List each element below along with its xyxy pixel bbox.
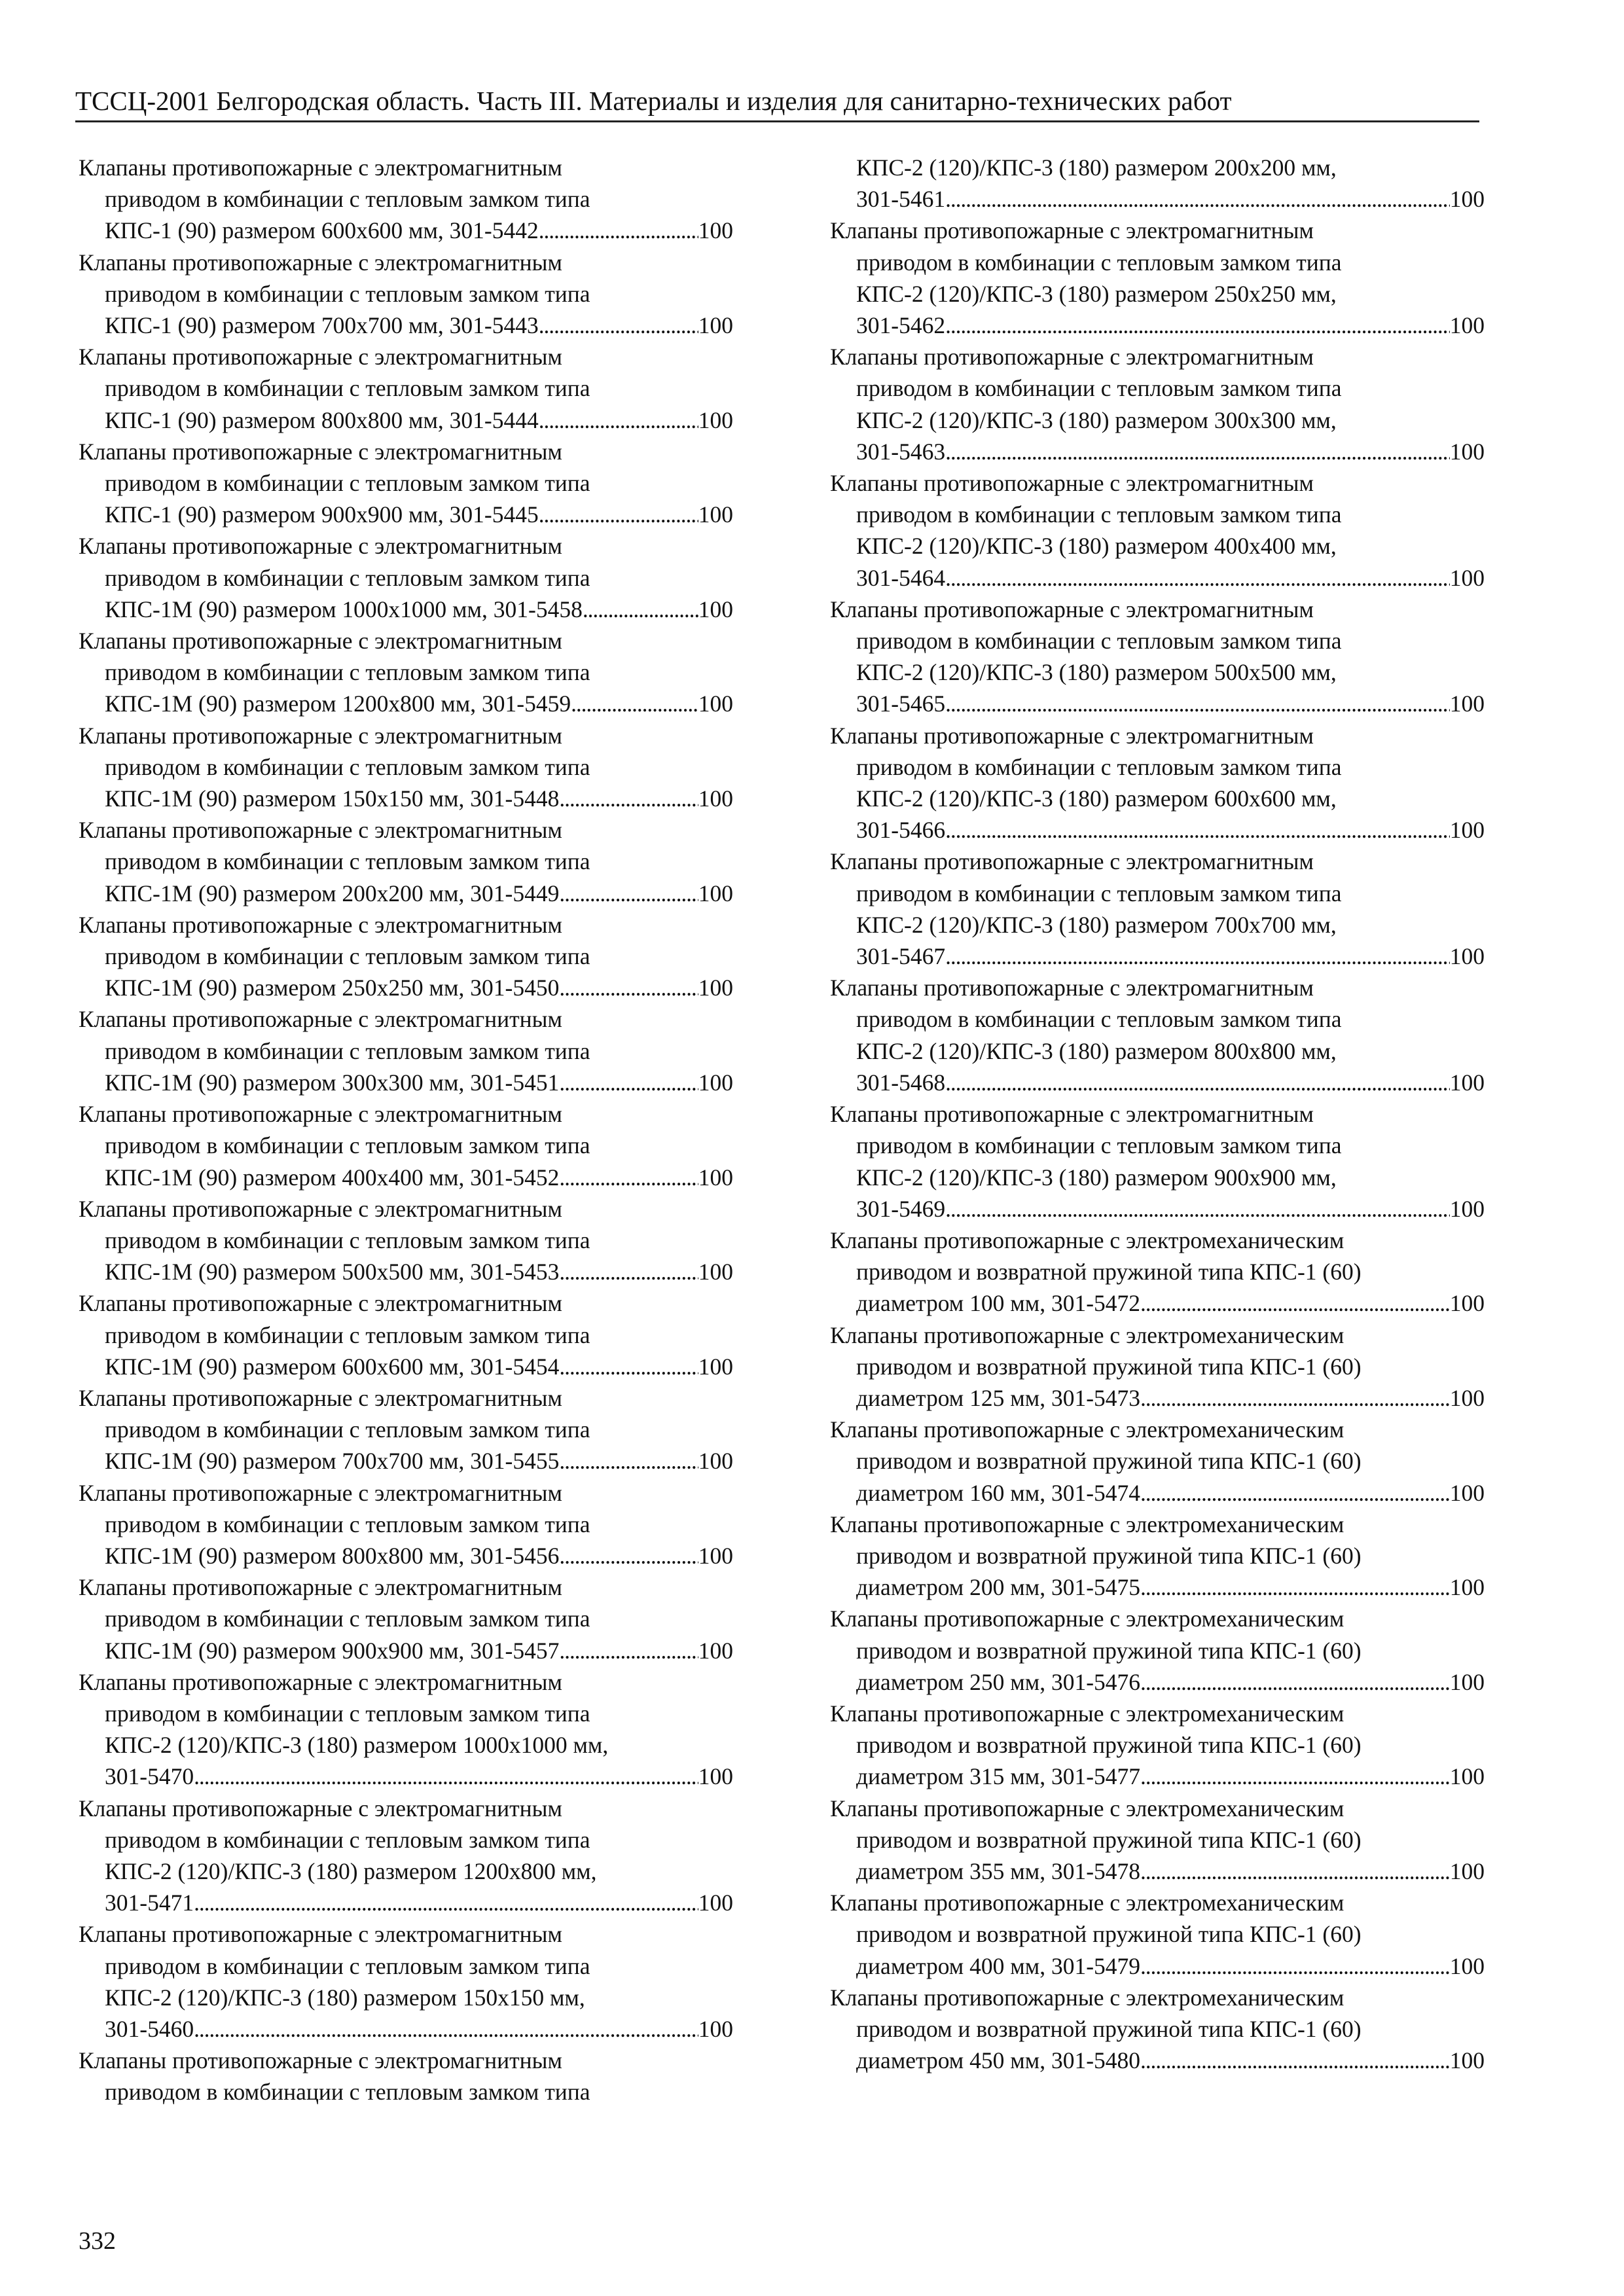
entry-page-ref: 100 <box>1449 438 1485 465</box>
entry-line: Клапаны противопожарные с электромагнитным <box>79 1006 562 1033</box>
entry-line: Клапаны противопожарные с электромеханическим <box>830 1227 1344 1253</box>
entry-line: приводом в комбинации с тепловым замком типа <box>105 1037 590 1064</box>
entry-code: КПС-1М (90) размером 300х300 мм, 301-5451 <box>105 1069 560 1096</box>
dot-leader <box>1140 1856 1450 1887</box>
entry-line: Клапаны противопожарные с электромагнитным <box>79 1574 562 1601</box>
index-entry <box>830 972 1485 1098</box>
index-entry <box>79 814 733 909</box>
entry-line: КПС-2 (120)/КПС-3 (180) размером 600х600 мм, <box>856 785 1337 812</box>
entry-line: приводом в комбинации с тепловым замком типа <box>105 1952 590 1979</box>
index-entry <box>79 625 733 720</box>
entry-page-ref: 100 <box>1449 1290 1485 1317</box>
entry-line: приводом в комбинации с тепловым замком типа <box>105 943 590 970</box>
entry-page-ref: 100 <box>698 1637 733 1664</box>
entry-line: приводом в комбинации с тепловым замком типа <box>856 753 1342 780</box>
entry-code: КПС-1М (90) размером 600х600 мм, 301-5454 <box>105 1353 560 1380</box>
entry-line: Клапаны противопожарные с электромагнитным <box>79 533 562 560</box>
index-entry <box>830 1414 1485 1509</box>
entry-line: приводом в комбинации с тепловым замком типа <box>105 1132 590 1159</box>
entry-page-ref: 100 <box>698 2015 733 2042</box>
entry-code: КПС-1М (90) размером 500х500 мм, 301-5453 <box>105 1259 560 1285</box>
entry-line: Клапаны противопожарные с электромагнитным <box>79 628 562 655</box>
entry-last-line <box>830 1067 1485 1098</box>
entry-line: приводом и возвратной пружиной типа КПС-1 (60) <box>856 1259 1362 1285</box>
dot-leader <box>571 688 698 719</box>
dot-leader <box>559 972 698 1003</box>
entry-last-line <box>830 1382 1485 1414</box>
entry-page-ref: 100 <box>1449 312 1485 339</box>
entry-line: Клапаны противопожарные с электромагнитным <box>830 1101 1314 1128</box>
dot-leader <box>1140 1571 1450 1603</box>
entry-line: Клапаны противопожарные с электромагнитным <box>830 722 1314 749</box>
entry-last-line <box>79 2013 733 2045</box>
entry-line: Клапаны противопожарные с электромеханическим <box>830 1795 1344 1821</box>
dot-leader <box>583 594 698 625</box>
entry-code: 301-5461 <box>856 186 946 213</box>
entry-line: приводом в комбинации с тепловым замком типа <box>856 628 1342 655</box>
dot-leader <box>194 1887 698 1918</box>
index-entry <box>830 1225 1485 1319</box>
entry-code: КПС-1М (90) размером 700х700 мм, 301-5455 <box>105 1448 560 1475</box>
entry-line: приводом и возвратной пружиной типа КПС-1 (60) <box>856 1353 1362 1380</box>
entry-last-line <box>830 1193 1485 1225</box>
entry-line: приводом в комбинации с тепловым замком типа <box>856 249 1342 276</box>
entry-line: КПС-2 (120)/КПС-3 (180) размером 1200х800 мм, <box>105 1857 597 1884</box>
dot-leader <box>1140 2045 1450 2076</box>
entry-line: Клапаны противопожарные с электромагнитным <box>79 1290 562 1317</box>
entry-code: КПС-1 (90) размером 600х600 мм, 301-5442 <box>105 217 539 244</box>
index-entry <box>79 720 733 815</box>
entry-line: Клапаны противопожарные с электромагнитным <box>79 911 562 938</box>
entry-line: КПС-2 (120)/КПС-3 (180) размером 800х800 мм, <box>856 1037 1337 1064</box>
dot-leader <box>945 436 1450 467</box>
entry-line: КПС-2 (120)/КПС-3 (180) размером 400х400 мм, <box>856 533 1337 560</box>
dot-leader <box>559 1540 698 1571</box>
dot-leader <box>1140 1287 1450 1319</box>
entry-code: диаметром 355 мм, 301-5478 <box>856 1857 1141 1884</box>
entry-line: Клапаны противопожарные с электромагнитным <box>79 817 562 844</box>
index-entry <box>79 530 733 625</box>
entry-code: 301-5463 <box>856 438 946 465</box>
entry-line: приводом в комбинации с тепловым замком типа <box>105 753 590 780</box>
entry-code: 301-5466 <box>856 817 946 844</box>
entry-line: КПС-2 (120)/КПС-3 (180) размером 200х200 мм, <box>856 154 1337 181</box>
index-entry <box>79 341 733 436</box>
entry-line: приводом и возвратной пружиной типа КПС-1 (60) <box>856 1637 1362 1664</box>
entry-last-line <box>830 1287 1485 1319</box>
entry-last-line <box>79 878 733 909</box>
index-entry <box>79 1666 733 1793</box>
index-entry <box>79 909 733 1004</box>
entry-last-line <box>830 436 1485 467</box>
entry-page-ref: 100 <box>698 501 733 528</box>
dot-leader <box>539 310 698 341</box>
dot-leader <box>945 1067 1450 1098</box>
entry-line: Клапаны противопожарные с электромагнитным <box>79 1479 562 1506</box>
entry-last-line <box>79 1887 733 1918</box>
entry-line: приводом в комбинации с тепловым замком типа <box>105 2079 590 2106</box>
entry-code: 301-5460 <box>105 2015 194 2042</box>
entry-code: диаметром 315 мм, 301-5477 <box>856 1763 1141 1790</box>
index-entry <box>79 2045 733 2108</box>
entry-last-line <box>79 499 733 530</box>
entry-line: Клапаны противопожарные с электромагнитным <box>79 344 562 370</box>
dot-leader <box>945 814 1450 846</box>
entry-last-line <box>79 1445 733 1477</box>
entry-page-ref: 100 <box>698 1890 733 1916</box>
dot-leader <box>559 1256 698 1287</box>
entry-last-line <box>79 783 733 814</box>
entry-code: 301-5469 <box>856 1195 946 1222</box>
entry-line: Клапаны противопожарные с электромагнитным <box>830 470 1314 497</box>
dot-leader <box>945 1193 1450 1225</box>
entry-last-line <box>830 941 1485 972</box>
dot-leader <box>945 562 1450 594</box>
dot-leader <box>945 183 1450 215</box>
entry-line: Клапаны противопожарные с электромагнитным <box>830 217 1314 244</box>
entry-page-ref: 100 <box>1449 1069 1485 1096</box>
entry-page-ref: 100 <box>698 1448 733 1475</box>
entry-page-ref: 100 <box>1449 1479 1485 1506</box>
entry-page-ref: 100 <box>1449 1857 1485 1884</box>
index-entry <box>830 1698 1485 1793</box>
entry-code: диаметром 200 мм, 301-5475 <box>856 1574 1141 1601</box>
entry-page-ref: 100 <box>1449 943 1485 970</box>
index-entry <box>79 436 733 531</box>
dot-leader <box>559 1067 698 1098</box>
entry-last-line <box>830 562 1485 594</box>
index-entry <box>830 846 1485 972</box>
entry-code: диаметром 450 мм, 301-5480 <box>856 2047 1141 2074</box>
entry-code: 301-5465 <box>856 691 946 717</box>
entry-line: приводом в комбинации с тепловым замком типа <box>856 1132 1342 1159</box>
entry-code: КПС-1М (90) размером 1200х800 мм, 301-5459 <box>105 691 571 717</box>
index-entry <box>79 1382 733 1477</box>
entry-page-ref: 100 <box>1449 691 1485 717</box>
index-entry <box>830 1982 1485 2077</box>
entry-line: Клапаны противопожарные с электромагнитным <box>830 344 1314 370</box>
entry-last-line <box>79 594 733 625</box>
entry-line: приводом и возвратной пружиной типа КПС-1 (60) <box>856 1732 1362 1759</box>
entry-line: приводом в комбинации с тепловым замком типа <box>856 880 1342 906</box>
entry-line: Клапаны противопожарные с электромагнитным <box>79 2047 562 2074</box>
entry-line: приводом в комбинации с тепловым замком типа <box>105 1321 590 1348</box>
entry-code: диаметром 125 мм, 301-5473 <box>856 1384 1141 1411</box>
entry-page-ref: 100 <box>698 1069 733 1096</box>
index-entry <box>830 341 1485 467</box>
entry-line: КПС-2 (120)/КПС-3 (180) размером 1000х1000 мм, <box>105 1732 609 1759</box>
entry-line: КПС-2 (120)/КПС-3 (180) размером 500х500 мм, <box>856 659 1337 686</box>
entry-line: приводом в комбинации с тепловым замком типа <box>105 470 590 497</box>
entry-line: Клапаны противопожарные с электромеханическим <box>830 1321 1344 1348</box>
index-entry <box>830 720 1485 846</box>
entry-line: Клапаны противопожарные с электромеханическим <box>830 1890 1344 1916</box>
dot-leader <box>559 1445 698 1477</box>
entry-last-line <box>830 1761 1485 1792</box>
entry-page-ref: 100 <box>1449 1952 1485 1979</box>
index-entry <box>830 1603 1485 1698</box>
entry-line: Клапаны противопожарные с электромагнитным <box>79 249 562 276</box>
index-entry <box>830 1793 1485 1888</box>
entry-line: КПС-2 (120)/КПС-3 (180) размером 700х700 мм, <box>856 911 1337 938</box>
entry-line: приводом в комбинации с тепловым замком типа <box>105 375 590 402</box>
entry-code: КПС-1М (90) размером 150х150 мм, 301-5448 <box>105 785 560 812</box>
index-entry <box>79 1477 733 1572</box>
entry-line: приводом в комбинации с тепловым замком типа <box>105 848 590 875</box>
dot-leader <box>559 1162 698 1193</box>
entry-line: приводом в комбинации с тепловым замком типа <box>105 659 590 686</box>
entry-last-line <box>830 310 1485 341</box>
entry-last-line <box>79 1540 733 1571</box>
entry-last-line <box>79 1256 733 1287</box>
dot-leader <box>1140 1950 1450 1982</box>
index-entry <box>830 467 1485 594</box>
dot-leader <box>539 499 698 530</box>
entry-line: приводом и возвратной пружиной типа КПС-1 (60) <box>856 2015 1362 2042</box>
entry-line: Клапаны противопожарные с электромеханическим <box>830 1700 1344 1727</box>
entry-last-line <box>79 310 733 341</box>
entry-line: КПС-2 (120)/КПС-3 (180) размером 250х250 мм, <box>856 280 1337 307</box>
entry-line: приводом и возвратной пружиной типа КПС-1 (60) <box>856 1921 1362 1948</box>
entry-code: 301-5462 <box>856 312 946 339</box>
entry-last-line <box>79 1351 733 1382</box>
entry-line: приводом в комбинации с тепловым замком типа <box>856 1006 1342 1033</box>
entry-last-line <box>79 1162 733 1193</box>
entry-line: Клапаны противопожарные с электромагнитным <box>79 1101 562 1128</box>
index-entry <box>830 594 1485 720</box>
entry-line: приводом и возвратной пружиной типа КПС-1 (60) <box>856 1826 1362 1853</box>
entry-last-line <box>830 1950 1485 1982</box>
entry-last-line <box>830 814 1485 846</box>
dot-leader <box>194 1761 698 1792</box>
entry-page-ref: 100 <box>698 1542 733 1569</box>
entry-code: диаметром 160 мм, 301-5474 <box>856 1479 1141 1506</box>
entry-line: Клапаны противопожарные с электромеханическим <box>830 1605 1344 1632</box>
entry-page-ref: 100 <box>698 217 733 244</box>
entry-last-line <box>79 1761 733 1792</box>
index-entry <box>79 1571 733 1666</box>
entry-code: КПС-1М (90) размером 1000х1000 мм, 301-5458 <box>105 596 583 622</box>
entry-page-ref: 100 <box>698 975 733 1001</box>
entry-page-ref: 100 <box>1449 564 1485 591</box>
dot-leader <box>1140 1761 1450 1792</box>
entry-code: 301-5467 <box>856 943 946 970</box>
entry-line: Клапаны противопожарные с электромеханическим <box>830 1984 1344 2011</box>
entry-line: приводом и возвратной пружиной типа КПС-1 (60) <box>856 1448 1362 1475</box>
entry-code: диаметром 400 мм, 301-5479 <box>856 1952 1141 1979</box>
entry-line: Клапаны противопожарные с электромагнитным <box>79 1384 562 1411</box>
index-entry <box>830 1887 1485 1982</box>
entry-line: Клапаны противопожарные с электромагнитным <box>79 1921 562 1948</box>
running-header: ТССЦ-2001 Белгородская область. Часть III. Материалы и изделия для санитарно-технических работ <box>75 84 1479 122</box>
dot-leader <box>945 688 1450 719</box>
entry-code: 301-5468 <box>856 1069 946 1096</box>
entry-page-ref: 100 <box>698 880 733 906</box>
page-number: 332 <box>79 2227 116 2255</box>
entry-line: Клапаны противопожарные с электромагнитным <box>79 1668 562 1695</box>
index-entry <box>79 1287 733 1382</box>
entry-page-ref: 100 <box>698 596 733 622</box>
entry-code: КПС-1М (90) размером 400х400 мм, 301-5452 <box>105 1164 560 1191</box>
entry-code: КПС-1 (90) размером 700х700 мм, 301-5443 <box>105 312 539 339</box>
entry-page-ref: 100 <box>698 1164 733 1191</box>
dot-leader <box>539 215 698 246</box>
index-entry <box>79 1793 733 1919</box>
dot-leader <box>559 878 698 909</box>
entry-page-ref: 100 <box>1449 817 1485 844</box>
entry-line: Клапаны противопожарные с электромеханическим <box>830 1416 1344 1443</box>
entry-page-ref: 100 <box>1449 1668 1485 1695</box>
entry-line: приводом в комбинации с тепловым замком типа <box>105 1826 590 1853</box>
dot-leader <box>945 941 1450 972</box>
entry-line: Клапаны противопожарные с электромагнитным <box>79 722 562 749</box>
index-entry <box>830 152 1485 215</box>
entry-line: приводом и возвратной пружиной типа КПС-1 (60) <box>856 1542 1362 1569</box>
entry-last-line <box>79 1067 733 1098</box>
entry-code: диаметром 100 мм, 301-5472 <box>856 1290 1141 1317</box>
entry-code: КПС-1М (90) размером 900х900 мм, 301-5457 <box>105 1637 560 1664</box>
entry-page-ref: 100 <box>698 1353 733 1380</box>
entry-page-ref: 100 <box>698 406 733 433</box>
entry-line: Клапаны противопожарные с электромагнитным <box>830 975 1314 1001</box>
dot-leader <box>559 1351 698 1382</box>
entry-code: 301-5464 <box>856 564 946 591</box>
entry-code: КПС-1 (90) размером 900х900 мм, 301-5445 <box>105 501 539 528</box>
entry-last-line <box>79 972 733 1003</box>
entry-page-ref: 100 <box>698 785 733 812</box>
entry-line: Клапаны противопожарные с электромагнитным <box>79 1795 562 1821</box>
index-entry <box>830 1319 1485 1414</box>
index-entry <box>79 247 733 342</box>
dot-leader <box>1140 1666 1450 1698</box>
dot-leader <box>559 783 698 814</box>
index-entry <box>830 1098 1485 1225</box>
entry-code: КПС-1 (90) размером 800х800 мм, 301-5444 <box>105 406 539 433</box>
entry-page-ref: 100 <box>698 312 733 339</box>
entry-last-line <box>830 183 1485 215</box>
entry-last-line <box>79 1635 733 1666</box>
entry-last-line <box>79 688 733 719</box>
index-entry <box>79 152 733 247</box>
entry-last-line <box>79 215 733 246</box>
index-column-right <box>830 152 1485 2076</box>
dot-leader <box>1140 1382 1450 1414</box>
entry-page-ref: 100 <box>698 1259 733 1285</box>
entry-page-ref: 100 <box>698 1763 733 1790</box>
entry-line: приводом в комбинации с тепловым замком типа <box>856 375 1342 402</box>
index-column-left <box>79 152 733 2108</box>
entry-last-line <box>830 1571 1485 1603</box>
entry-last-line <box>830 1856 1485 1887</box>
dot-leader <box>194 2013 698 2045</box>
entry-last-line <box>830 1666 1485 1698</box>
entry-line: приводом в комбинации с тепловым замком типа <box>105 1605 590 1632</box>
entry-line: приводом в комбинации с тепловым замком типа <box>105 186 590 213</box>
index-entry <box>79 1098 733 1193</box>
entry-code: 301-5471 <box>105 1890 194 1916</box>
entry-line: приводом в комбинации с тепловым замком типа <box>105 280 590 307</box>
entry-page-ref: 100 <box>1449 2047 1485 2074</box>
entry-line: Клапаны противопожарные с электромагнитным <box>79 1195 562 1222</box>
dot-leader <box>539 404 698 436</box>
entry-page-ref: 100 <box>698 691 733 717</box>
entry-page-ref: 100 <box>1449 1574 1485 1601</box>
entry-line: приводом в комбинации с тепловым замком типа <box>105 1700 590 1727</box>
entry-last-line <box>830 1477 1485 1509</box>
entry-line: Клапаны противопожарные с электромеханическим <box>830 1511 1344 1537</box>
dot-leader <box>1140 1477 1450 1509</box>
index-entry <box>79 1918 733 2045</box>
entry-line: Клапаны противопожарные с электромагнитным <box>830 848 1314 875</box>
entry-page-ref: 100 <box>1449 186 1485 213</box>
entry-line: КПС-2 (120)/КПС-3 (180) размером 300х300 мм, <box>856 406 1337 433</box>
entry-page-ref: 100 <box>1449 1195 1485 1222</box>
entry-line: Клапаны противопожарные с электромагнитным <box>79 154 562 181</box>
entry-line: приводом в комбинации с тепловым замком типа <box>105 564 590 591</box>
index-entry <box>79 1003 733 1098</box>
entry-line: Клапаны противопожарные с электромагнитным <box>830 596 1314 622</box>
entry-last-line <box>79 404 733 436</box>
dot-leader <box>559 1635 698 1666</box>
entry-code: КПС-1М (90) размером 800х800 мм, 301-5456 <box>105 1542 560 1569</box>
index-entry <box>830 215 1485 341</box>
entry-line: Клапаны противопожарные с электромагнитным <box>79 438 562 465</box>
entry-page-ref: 100 <box>1449 1763 1485 1790</box>
dot-leader <box>945 310 1450 341</box>
entry-line: приводом в комбинации с тепловым замком типа <box>856 501 1342 528</box>
entry-last-line <box>830 688 1485 719</box>
index-entry <box>830 1509 1485 1604</box>
entry-code: диаметром 250 мм, 301-5476 <box>856 1668 1141 1695</box>
entry-line: приводом в комбинации с тепловым замком типа <box>105 1416 590 1443</box>
entry-code: КПС-1М (90) размером 250х250 мм, 301-5450 <box>105 975 560 1001</box>
entry-line: КПС-2 (120)/КПС-3 (180) размером 150х150 мм, <box>105 1984 585 2011</box>
entry-last-line <box>830 2045 1485 2076</box>
entry-code: КПС-1М (90) размером 200х200 мм, 301-5449 <box>105 880 560 906</box>
entry-line: КПС-2 (120)/КПС-3 (180) размером 900х900 мм, <box>856 1164 1337 1191</box>
entry-page-ref: 100 <box>1449 1384 1485 1411</box>
index-entry <box>79 1193 733 1288</box>
entry-line: приводом в комбинации с тепловым замком типа <box>105 1227 590 1253</box>
entry-line: приводом в комбинации с тепловым замком типа <box>105 1511 590 1537</box>
entry-code: 301-5470 <box>105 1763 194 1790</box>
